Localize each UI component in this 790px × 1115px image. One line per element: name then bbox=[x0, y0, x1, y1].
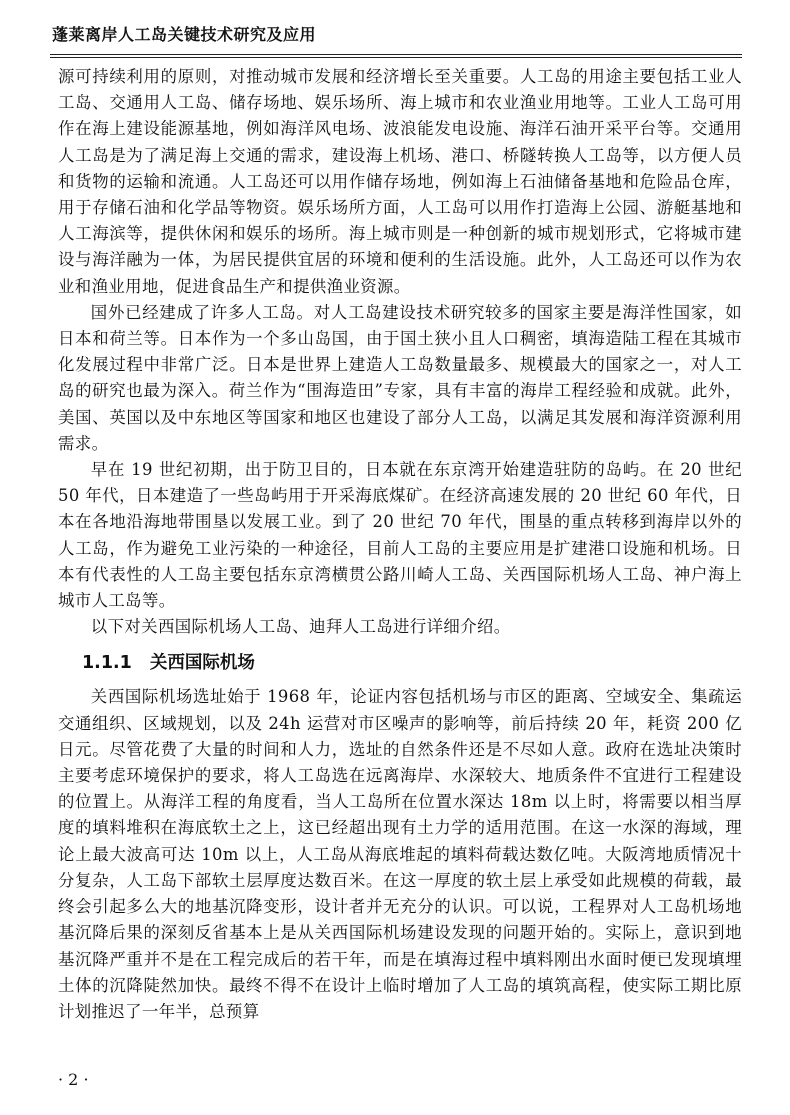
body-text bbox=[58, 64, 742, 1025]
page-number: · 2 · bbox=[58, 1070, 89, 1089]
paragraph: 以下对关西国际机场人工岛、迪拜人工岛进行详细介绍。 bbox=[90, 617, 511, 637]
paragraph: 早在 19 世纪初期，出于防卫目的，日本就在东京湾开始建造驻防的岛屿。在 20 世纪 50 年代，日本建造了一些岛屿用于开采海底煤矿。在经济高速发展的 20 世纪 60 年代，日本在各地沿海地带围垦以发展工业。到了 20 世纪 70 年代，围垦的重点转移到海岸以外的人工岛，作为避免工业污染的一种途径，目前人工岛的主要应用是扩建港口设施和机场。日本有代表性的人工岛主要包括东京湾横贯公路川崎人工岛、关西国际机场人工岛、神户海上城市人工岛等。 bbox=[58, 460, 742, 611]
running-head-title: 蓬莱离岸人工岛关键技术研究及应用 bbox=[52, 25, 317, 44]
paragraph: 国外已经建成了许多人工岛。对人工岛建设技术研究较多的国家主要是海洋性国家，如日本和荷兰等。日本作为一个多山岛国，由于国土狭小且人口稠密，填海造陆工程在其城市化发展过程中非常广泛。日本是世界上建造人工岛数量最多、规模最大的国家之一，对人工岛的研究也最为深入。荷兰作为“围海造田”专家，具有丰富的海岸工程经验和成就。此外，美国、英国以及中东地区等国家和地区也建设了部分人工岛，以满足其发展和海洋资源利用需求。 bbox=[58, 302, 742, 453]
paragraph: 源可持续利用的原则，对推动城市发展和经济增长至关重要。人工岛的用途主要包括工业人工岛、交通用人工岛、储存场地、娱乐场所、海上城市和农业渔业用地等。工业人工岛可用作在海上建设能源基地，例如海洋风电场、波浪能发电设施、海洋石油开采平台等。交通用人工岛是为了满足海上交通的需求，建设海上机场、港口、桥隧转换人工岛等，以方便人员和货物的运输和流通。人工岛还可以用作储存场地，例如海上石油储备基地和危险品仓库，用于存储石油和化学品等物资。娱乐场所方面，人工岛可以用作打造海上公园、游艇基地和人工海滨等，提供休闲和娱乐的场所。海上城市则是一种创新的城市规划形式，它将城市建设与海洋融为一体，为居民提供宜居的环境和便利的生活设施。此外，人工岛还可以作为农业和渔业用地，促进食品生产和提供渔业资源。 bbox=[58, 67, 742, 296]
section-heading bbox=[82, 650, 742, 676]
section-title: 关西国际机场 bbox=[149, 653, 255, 674]
header-rule bbox=[50, 54, 742, 58]
section-number: 1.1.1 bbox=[82, 653, 132, 674]
paragraph: 关西国际机场选址始于 1968 年，论证内容包括机场与市区的距离、空域安全、集疏运交通组织、区域规划，以及 24h 运营对市区噪声的影响等，前后持续 20 年，耗资 200 亿日元。尽管花费了大量的时间和人力，选址的自然条件还是不尽如人意。政府在选址决策时主要考虑环境保护的要求，将人工岛选在远离海岸、水深较大、地质条件不宜进行工程建设的位置上。从海洋工程的角度看，当人工岛所在位置水深达 18m 以上时，将需要以相当厚度的填料堆积在海底软土之上，这已经超出现有土力学的适用范围。在这一水深的海域，理论上最大波高可达 10m 以上，人工岛从海底堆起的填料荷载达数亿吨。大阪湾地质情况十分复杂，人工岛下部软土层厚度达数百米。在这一厚度的软土层上承受如此规模的荷载，最终会引起多么大的地基沉降变形，设计者并无充分的认识。可以说，工程界对人工岛机场地基沉降后果的深刻反省基本上是从关西国际机场建设发现的问题开始的。实际上，意识到地基沉降严重并不是在工程完成后的若干年，而是在填海过程中填料刚出水面时便已发现填埋土体的沉降陡然加快。最终不得不在设计上临时增加了人工岛的填筑高程，使实际工期比原计划推迟了一年半，总预算 bbox=[58, 687, 742, 1021]
